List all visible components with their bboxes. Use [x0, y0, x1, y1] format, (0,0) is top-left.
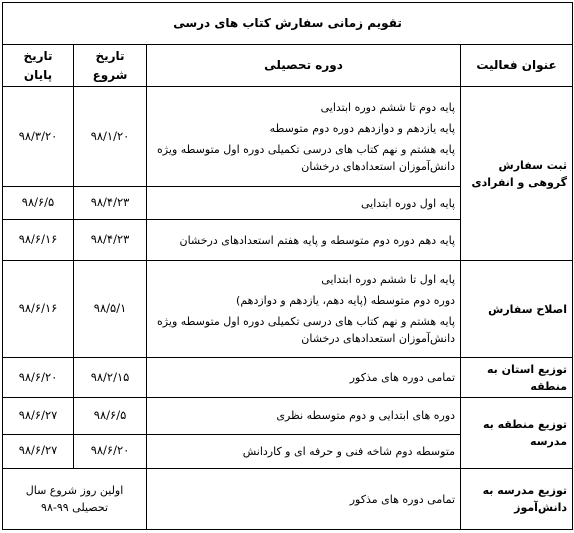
- activity-cell: توزیع استان به منطقه: [461, 358, 573, 398]
- level-line: پایه یازدهم و دوازدهم دوره دوم متوسطه: [269, 121, 456, 135]
- level-line: متوسطه دوم شاخه فنی و حرفه ای و کاردانش: [242, 444, 456, 458]
- end-date-cell: ۹۸/۶/۲۷: [3, 398, 74, 435]
- level-line: پایه دوم تا ششم دوره ابتدایی: [320, 100, 456, 114]
- start-date-cell: ۹۸/۶/۵: [74, 398, 147, 435]
- table-row: [3, 469, 573, 530]
- schedule-table: [2, 2, 573, 530]
- schedule-table-wrapper: [2, 2, 572, 530]
- level-cell: [147, 434, 461, 469]
- level-cell: [147, 358, 461, 398]
- header-start-date: تاریخ شروع: [74, 44, 147, 87]
- level-cell: [147, 398, 461, 435]
- level-line: تمامی دوره های مذکور: [349, 492, 456, 506]
- start-date-cell: ۹۸/۲/۱۵: [74, 358, 147, 398]
- end-date-cell: ۹۸/۶/۱۶: [3, 220, 74, 261]
- header-activity: عنوان فعالیت: [461, 44, 573, 87]
- table-row: [3, 358, 573, 398]
- level-cell: [147, 469, 461, 530]
- end-date-cell: ۹۸/۶/۲۷: [3, 434, 74, 469]
- activity-cell: اصلاح سفارش: [461, 260, 573, 357]
- level-cell: [147, 87, 461, 186]
- level-line: دوره دوم متوسطه (پایه دهم، یازدهم و دوازدهم): [236, 294, 456, 308]
- end-date-cell: ۹۸/۶/۵: [3, 186, 74, 219]
- note-cell: اولین روز شروع سال تحصیلی ۹۹-۹۸: [3, 469, 147, 530]
- activity-cell: توزیع مدرسه به دانش‌آموز: [461, 469, 573, 530]
- level-cell: [147, 186, 461, 219]
- start-date-cell: ۹۸/۴/۲۳: [74, 220, 147, 261]
- end-date-cell: ۹۸/۳/۲۰: [3, 87, 74, 186]
- start-date-cell: ۹۸/۵/۱: [74, 260, 147, 357]
- table-title: تقویم زمانی سفارش کتاب های درسی: [3, 3, 573, 45]
- end-date-cell: ۹۸/۶/۱۶: [3, 260, 74, 357]
- level-cell: [147, 260, 461, 357]
- level-line: پایه اول دوره ابتدایی: [361, 196, 456, 210]
- table-row: [3, 87, 573, 186]
- table-row: [3, 398, 573, 435]
- title-row: [3, 3, 573, 45]
- activity-cell: توزیع منطقه به مدرسه: [461, 398, 573, 469]
- activity-cell: ثبت سفارش گروهی و انفرادی: [461, 87, 573, 261]
- header-row: [3, 44, 573, 87]
- header-level: دوره تحصیلی: [147, 44, 461, 87]
- start-date-cell: ۹۸/۱/۲۰: [74, 87, 147, 186]
- level-line: پایه هشتم و نهم کتاب های درسی تکمیلی دوره اول متوسطه ویژه دانش‌آموزان استعدادهای درخشان: [157, 315, 456, 346]
- header-end-date: تاریخ پایان: [3, 44, 74, 87]
- level-line: تمامی دوره های مذکور: [349, 371, 456, 385]
- end-date-cell: ۹۸/۶/۲۰: [3, 358, 74, 398]
- level-line: پایه دهم دوره دوم متوسطه و پایه هفتم استعدادهای درخشان: [179, 233, 456, 247]
- level-line: دوره های ابتدایی و دوم متوسطه نظری: [276, 409, 456, 423]
- start-date-cell: ۹۸/۶/۲۰: [74, 434, 147, 469]
- level-line: پایه اول تا ششم دوره ابتدایی: [321, 273, 456, 287]
- level-cell: [147, 220, 461, 261]
- start-date-cell: ۹۸/۴/۲۳: [74, 186, 147, 219]
- level-line: پایه هشتم و نهم کتاب های درسی تکمیلی دوره اول متوسطه ویژه دانش‌آموزان استعدادهای درخشان: [157, 142, 456, 173]
- table-row: [3, 260, 573, 357]
